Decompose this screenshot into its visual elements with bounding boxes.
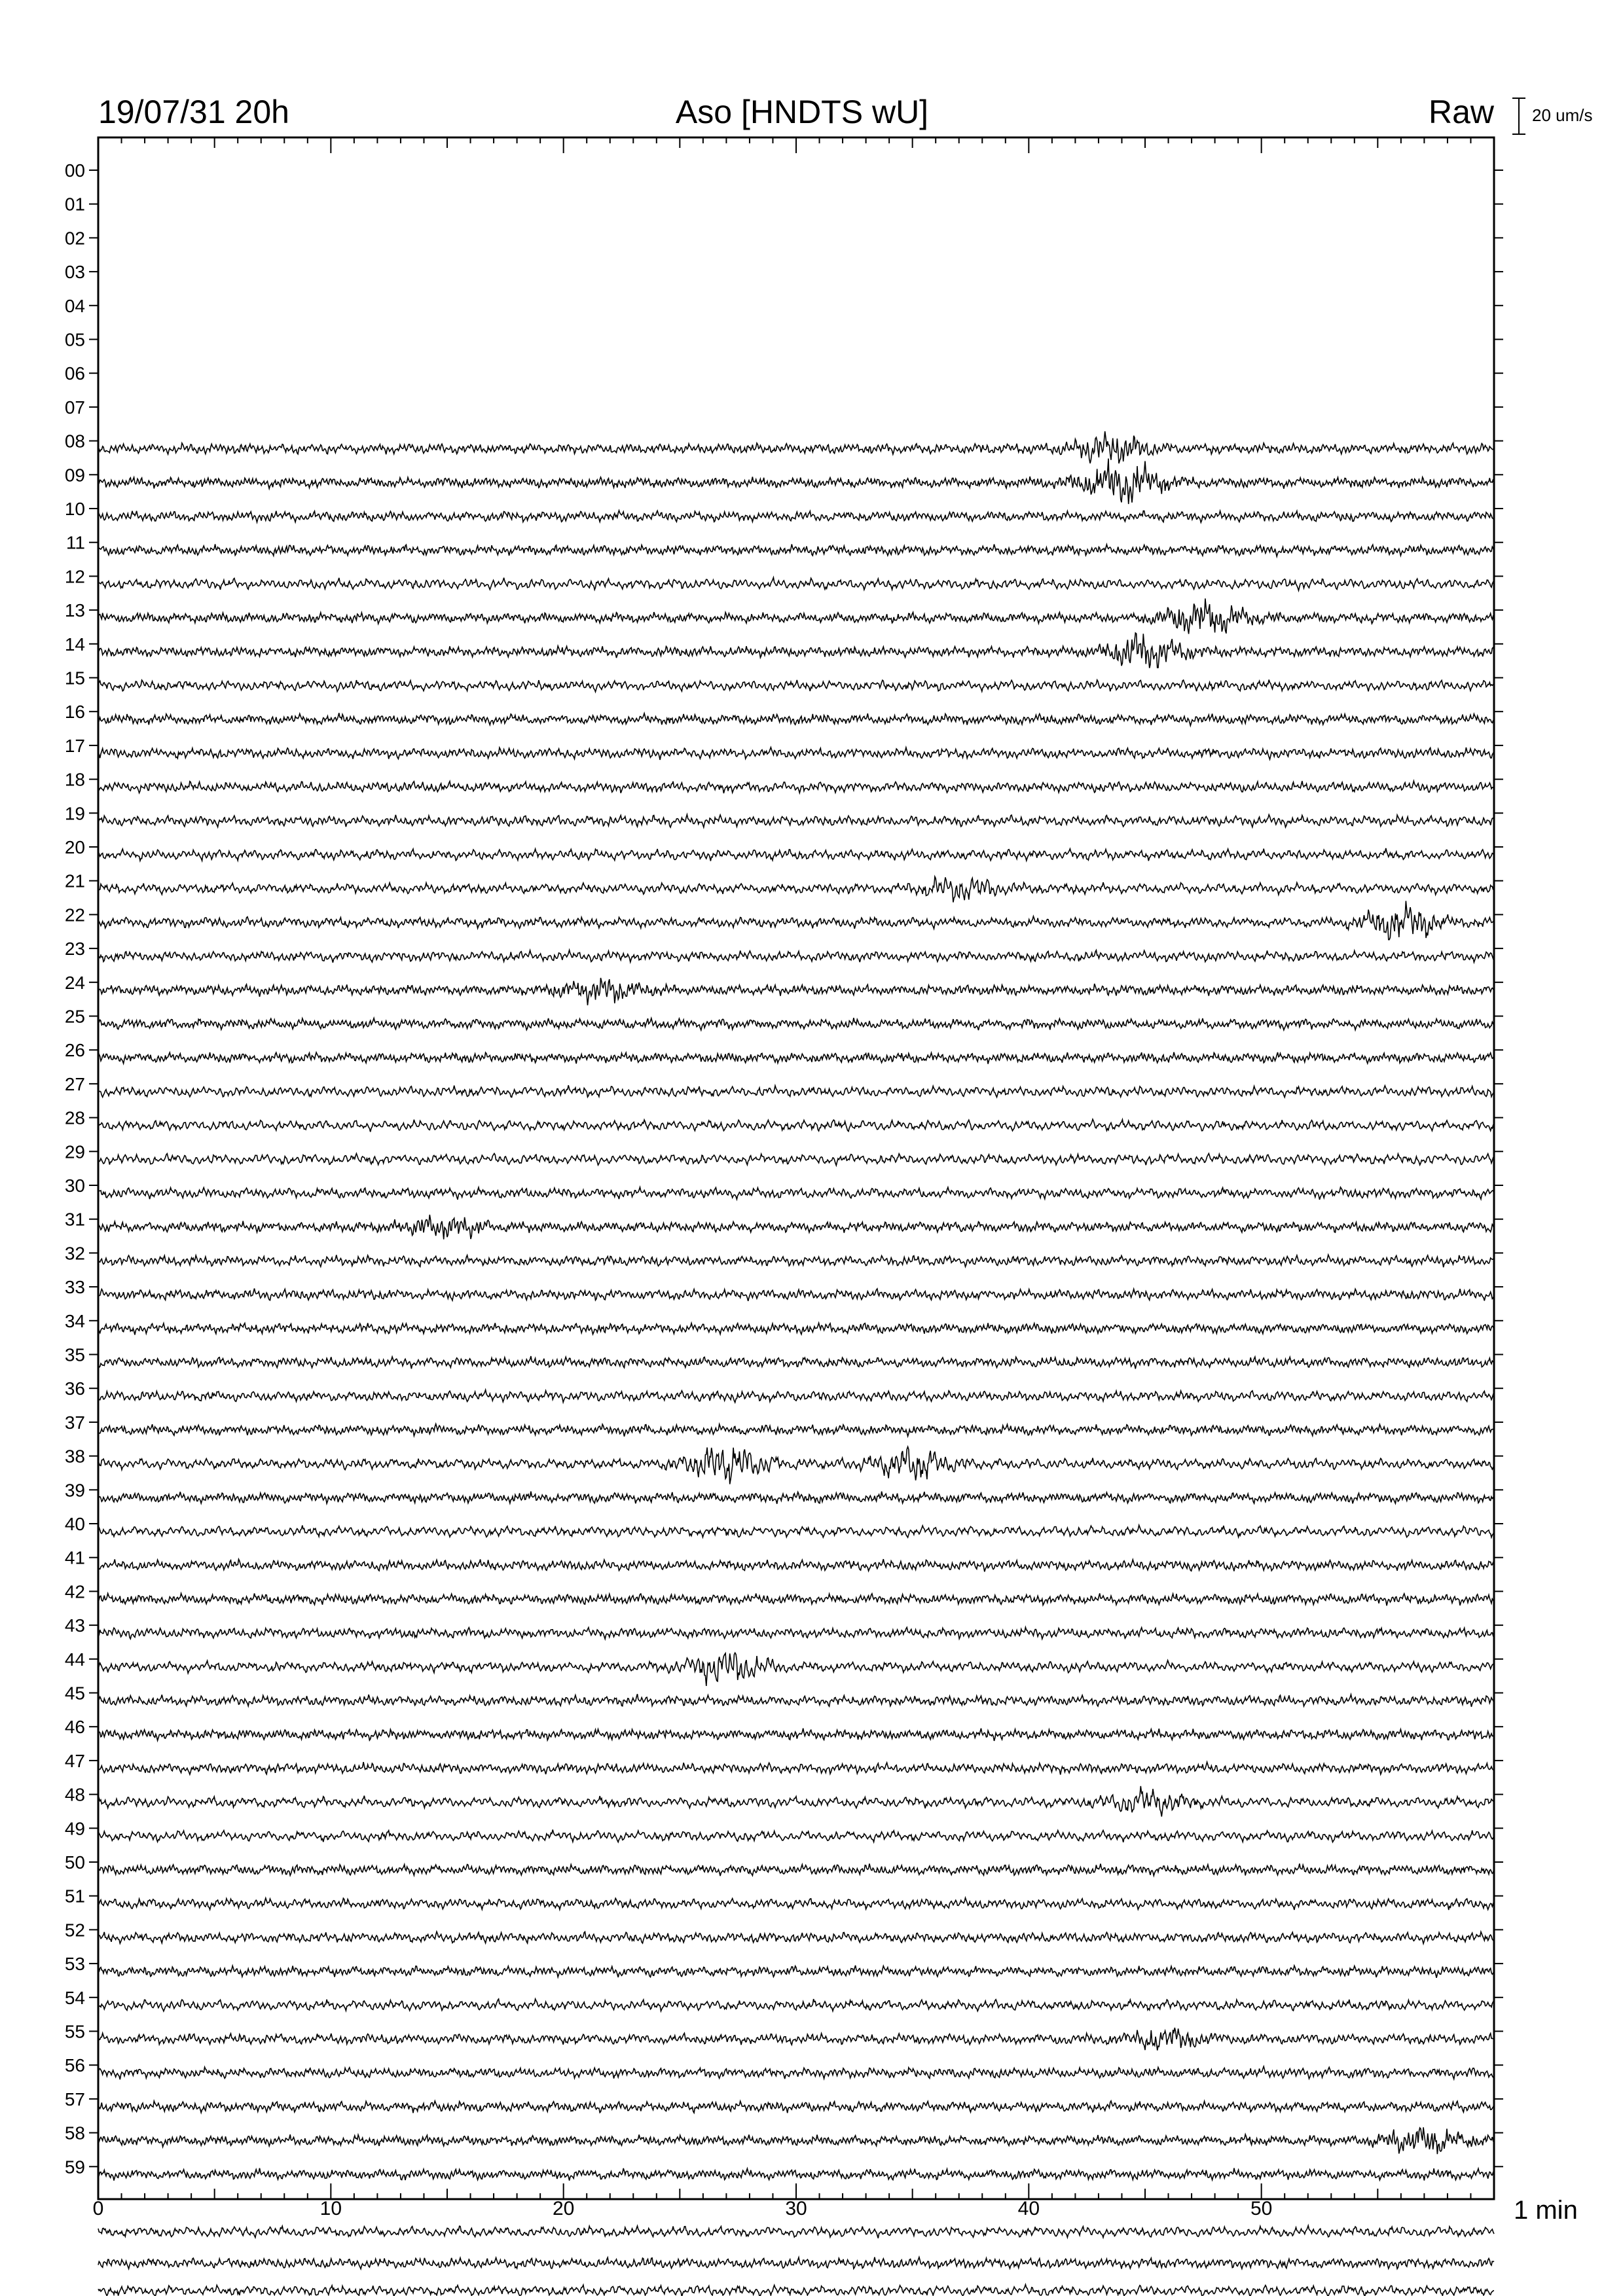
row-label: 56 <box>64 2055 85 2076</box>
trace-continuation <box>98 2257 1494 2269</box>
trace-row-45 <box>98 1694 1494 1707</box>
row-label: 39 <box>64 1480 85 1501</box>
trace-row-21 <box>98 876 1494 902</box>
row-label: 28 <box>64 1107 85 1128</box>
row-label: 11 <box>65 532 85 553</box>
row-label: 04 <box>64 295 85 316</box>
trace-row-25 <box>98 1018 1494 1030</box>
x-tick-labels <box>93 2198 1273 2219</box>
x-tick-label: 20 <box>552 2198 575 2219</box>
trace-row-15 <box>98 680 1494 692</box>
trace-row-58 <box>98 2127 1494 2154</box>
x-tick-label: 0 <box>92 2198 104 2219</box>
trace-row-18 <box>98 781 1494 793</box>
trace-row-52 <box>98 1931 1494 1943</box>
row-label: 14 <box>64 634 85 655</box>
trace-row-37 <box>98 1424 1494 1437</box>
row-label: 49 <box>64 1818 85 1839</box>
trace-row-36 <box>98 1390 1494 1403</box>
row-label: 09 <box>64 465 85 486</box>
row-label: 21 <box>64 870 85 891</box>
row-label: 54 <box>64 1987 85 2008</box>
trace-row-14 <box>98 633 1494 668</box>
row-label: 20 <box>64 837 85 857</box>
row-label: 33 <box>64 1277 85 1298</box>
row-label: 45 <box>64 1683 85 1704</box>
header-date: 19/07/31 20h <box>98 94 289 130</box>
trace-row-51 <box>98 1898 1494 1910</box>
chart-title: Aso [HNDTS wU] <box>675 94 929 130</box>
scale-bar <box>1512 98 1525 134</box>
trace-continuation <box>98 2225 1494 2238</box>
row-label: 06 <box>64 363 85 384</box>
row-label: 34 <box>64 1310 85 1331</box>
row-label: 08 <box>64 431 85 452</box>
trace-row-38 <box>98 1446 1494 1484</box>
row-label: 38 <box>64 1446 85 1467</box>
trace-row-35 <box>98 1356 1494 1369</box>
trace-row-57 <box>98 2101 1494 2113</box>
trace-row-43 <box>98 1627 1494 1639</box>
header-raw-label: Raw <box>1428 94 1494 130</box>
trace-row-49 <box>98 1830 1494 1842</box>
trace-row-59 <box>98 2168 1494 2181</box>
row-label: 42 <box>64 1581 85 1602</box>
row-label: 17 <box>64 735 85 756</box>
trace-row-54 <box>98 1999 1494 2011</box>
trace-continuation <box>98 2285 1494 2296</box>
row-label: 25 <box>64 1006 85 1027</box>
row-label: 30 <box>64 1175 85 1196</box>
trace-row-42 <box>98 1593 1494 1605</box>
row-label: 48 <box>64 1784 85 1805</box>
trace-row-50 <box>98 1863 1494 1876</box>
trace-row-12 <box>98 577 1494 590</box>
trace-row-41 <box>98 1559 1494 1571</box>
x-tick-label: 40 <box>1017 2198 1040 2219</box>
trace-row-27 <box>98 1085 1494 1097</box>
trace-row-40 <box>98 1525 1494 1537</box>
trace-row-46 <box>98 1729 1494 1741</box>
trace-row-08 <box>98 431 1494 463</box>
x-unit-label: 1 min <box>1514 2196 1578 2225</box>
row-label: 58 <box>64 2123 85 2144</box>
x-tick-label: 30 <box>785 2198 807 2219</box>
trace-row-39 <box>98 1492 1494 1504</box>
row-label: 35 <box>64 1344 85 1365</box>
trace-row-30 <box>98 1187 1494 1200</box>
trace-row-33 <box>98 1289 1494 1301</box>
row-label: 31 <box>64 1209 85 1230</box>
seismic-traces <box>98 431 1494 2296</box>
trace-row-19 <box>98 815 1494 828</box>
trace-row-13 <box>98 598 1494 634</box>
trace-row-09 <box>98 459 1494 505</box>
trace-row-11 <box>98 544 1494 556</box>
row-label: 44 <box>64 1649 85 1670</box>
row-label: 00 <box>64 160 85 181</box>
trace-row-10 <box>98 511 1494 522</box>
trace-row-55 <box>98 2028 1494 2051</box>
row-label: 02 <box>64 228 85 249</box>
trace-row-29 <box>98 1153 1494 1165</box>
row-label: 52 <box>64 1920 85 1941</box>
trace-row-26 <box>98 1052 1494 1064</box>
trace-row-23 <box>98 950 1494 963</box>
trace-row-24 <box>98 978 1494 1005</box>
row-label: 23 <box>64 939 85 960</box>
row-label: 32 <box>64 1243 85 1264</box>
row-label: 50 <box>64 1852 85 1873</box>
row-label: 29 <box>64 1141 85 1162</box>
trace-row-44 <box>98 1653 1494 1686</box>
row-label: 53 <box>64 1954 85 1975</box>
row-label: 24 <box>64 972 85 993</box>
trace-row-17 <box>98 747 1494 760</box>
row-label: 55 <box>64 2021 85 2042</box>
row-label: 27 <box>64 1073 85 1094</box>
trace-row-53 <box>98 1965 1494 1978</box>
row-label: 07 <box>64 397 85 418</box>
row-label: 37 <box>64 1412 85 1433</box>
trace-row-22 <box>98 901 1494 940</box>
x-tick-label: 50 <box>1250 2198 1273 2219</box>
trace-row-20 <box>98 848 1494 861</box>
trace-row-48 <box>98 1786 1494 1817</box>
row-label: 10 <box>64 499 85 519</box>
trace-row-32 <box>98 1255 1494 1267</box>
row-label: 46 <box>64 1717 85 1738</box>
row-label: 13 <box>64 600 85 621</box>
row-label: 18 <box>64 769 85 790</box>
row-label: 03 <box>64 262 85 283</box>
row-label: 01 <box>64 194 85 215</box>
trace-row-16 <box>98 713 1494 725</box>
trace-row-56 <box>98 2066 1494 2079</box>
row-label: 41 <box>64 1547 85 1568</box>
row-label: 12 <box>64 566 85 587</box>
trace-row-31 <box>98 1215 1494 1240</box>
row-label: 22 <box>64 905 85 925</box>
row-label: 51 <box>64 1886 85 1907</box>
row-label: 15 <box>64 668 85 689</box>
trace-row-47 <box>98 1762 1494 1774</box>
row-label: 19 <box>64 803 85 824</box>
row-label: 57 <box>64 2089 85 2109</box>
row-label: 43 <box>64 1615 85 1636</box>
scale-bar-label: 20 um/s <box>1532 105 1593 125</box>
row-label: 36 <box>64 1378 85 1399</box>
row-label: 16 <box>64 702 85 723</box>
row-label: 26 <box>64 1040 85 1061</box>
x-tick-label: 10 <box>319 2198 342 2219</box>
row-label: 47 <box>64 1750 85 1771</box>
row-label: 05 <box>64 329 85 350</box>
row-label: 40 <box>64 1514 85 1534</box>
row-label: 59 <box>64 2157 85 2178</box>
trace-row-28 <box>98 1119 1494 1132</box>
trace-row-34 <box>98 1323 1494 1335</box>
